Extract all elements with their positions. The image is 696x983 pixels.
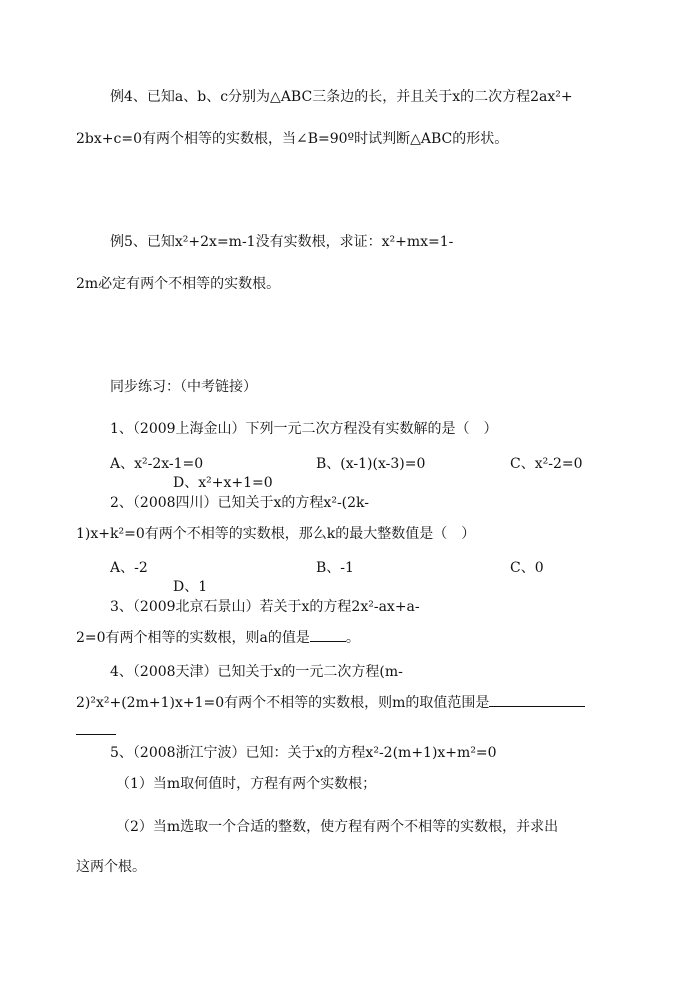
question-3-text: 2=0有两个相等的实数根，则a的值是: [76, 630, 310, 646]
question-3-line-1: 3、（2009北京石景山）若关于x的方程2x²-ax+a-: [110, 599, 420, 615]
example-4-line-2: 2bx+c=0有两个相等的实数根，当∠B=90º时试判断△ABC的形状。: [76, 131, 509, 147]
question-1-option-d: D、x²+x+1=0: [173, 475, 273, 491]
question-1-option-c: C、x²-2=0: [510, 456, 583, 472]
section-title: 同步练习：（中考链接）: [110, 379, 257, 395]
answer-blank[interactable]: [310, 629, 346, 642]
question-3-line-2: [76, 629, 360, 647]
question-2-option-d: D、1: [173, 579, 208, 595]
question-2-option-a: A、-2: [110, 560, 148, 576]
question-1-option-b: B、(x-1)(x-3)=0: [316, 456, 426, 472]
question-2-option-c: C、0: [510, 560, 544, 576]
question-5-part-1: （1）当m取何值时，方程有两个实数根；: [116, 776, 377, 792]
example-5-line-2: 2m必定有两个不相等的实数根。: [76, 276, 281, 292]
question-5-part-2-line-1: （2）当m选取一个合适的整数，使方程有两个不相等的实数根，并求出: [116, 819, 559, 835]
answer-blank[interactable]: [76, 722, 116, 735]
question-4-text: 2)²x²+(2m+1)x+1=0有两个不相等的实数根，则m的取值范围是: [76, 695, 490, 711]
answer-blank[interactable]: [489, 694, 585, 707]
question-5-stem: 5、（2008浙江宁波）已知：关于x的方程x²-2(m+1)x+m²=0: [110, 745, 497, 761]
example-5-line-1: 例5、已知x²+2x=m-1没有实数根，求证：x²+mx=1-: [110, 234, 454, 250]
question-1-option-a: A、x²-2x-1=0: [110, 456, 204, 472]
question-4-line-1: 4、（2008天津）已知关于x的一元二次方程(m-: [110, 664, 403, 680]
question-3-end: 。: [345, 630, 360, 646]
question-5-part-2-line-2: 这两个根。: [76, 859, 146, 875]
question-1-stem: 1、（2009上海金山）下列一元二次方程没有实数解的是（ ）: [110, 421, 498, 437]
question-2-line-2: 1)x+k²=0有两个不相等的实数根，那么k的最大整数值是（ ）: [76, 526, 476, 542]
question-2-option-b: B、-1: [316, 560, 354, 576]
question-4-blank-continuation: [76, 722, 116, 740]
question-2-line-1: 2、（2008四川）已知关于x的方程x²-(2k-: [110, 495, 370, 511]
example-4-line-1: 例4、已知a、b、c分别为△ABC三条边的长，并且关于x的二次方程2ax²+: [110, 89, 573, 105]
question-4-line-2: [76, 694, 585, 712]
